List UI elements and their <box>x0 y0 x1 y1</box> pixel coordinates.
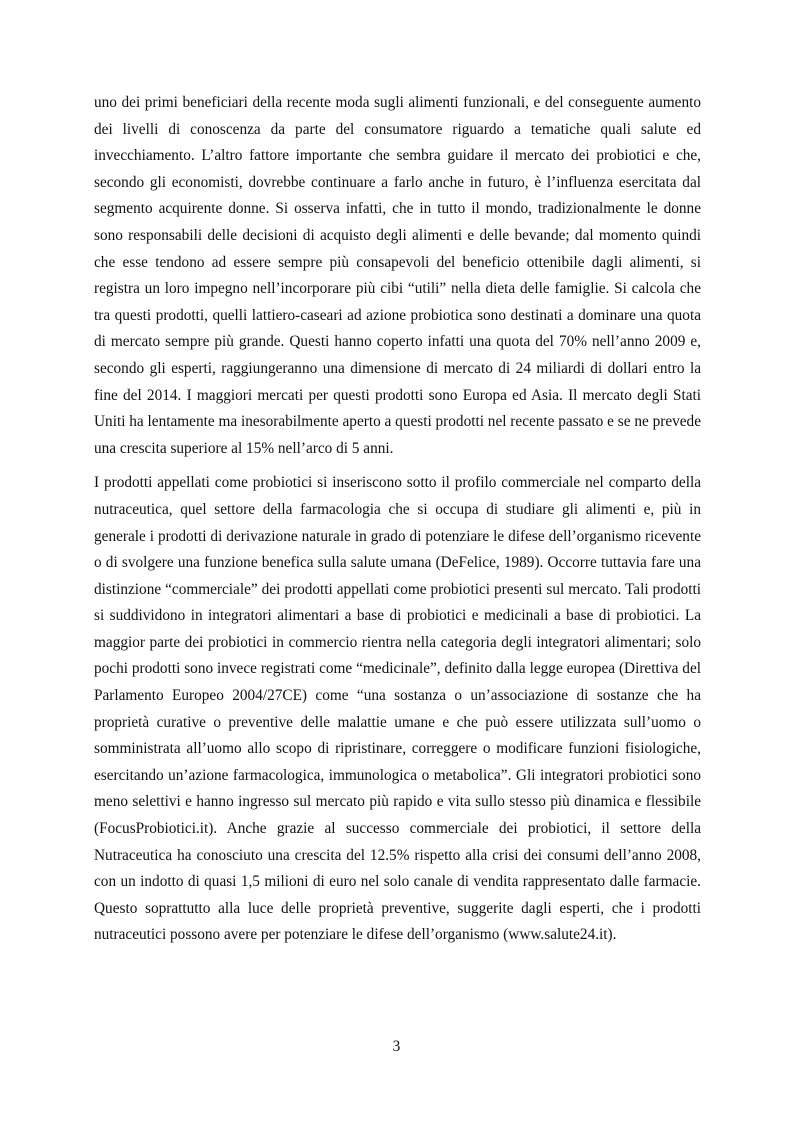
paragraph-1: uno dei primi beneficiari della recente moda sugli alimenti funzionali, e del conseguente aumento dei livelli di conoscenza da parte del consumatore riguardo a tematiche quali salute ed invecchiamento. L’altro fattore importante che sembra guidare il mercato dei probiotici e che, secondo gli economisti, dovrebbe continuare a farlo anche in futuro, è l’influenza esercitata dal segmento acquirente donne. Si osserva infatti, che in tutto il mondo, tradizionalmente le donne sono responsabili delle decisioni di acquisto degli alimenti e delle bevande; dal momento quindi che esse tendono ad essere sempre più consapevoli del beneficio ottenibile dagli alimenti, si registra un loro impegno nell’incorporare più cibi “utili” nella dieta delle famiglie. Si calcola che tra questi prodotti, quelli lattiero-caseari ad azione probiotica sono destinati a dominare una quota di mercato sempre più grande. Questi hanno coperto infatti una quota del 70% nell’anno 2009 e, secondo gli esperti, raggiungeranno una dimensione di mercato di 24 miliardi di dollari entro la fine del 2014. I maggiori mercati per questi prodotti sono Europa ed Asia. Il mercato degli Stati Uniti ha lentamente ma inesorabilmente aperto a questi prodotti nel recente passato e se ne prevede una crescita superiore al 15% nell’arco di 5 anni. <box>94 94 701 457</box>
body-text <box>94 90 701 957</box>
page-number: 3 <box>392 1038 401 1055</box>
paragraph-2: I prodotti appellati come probiotici si inseriscono sotto il profilo commerciale nel comparto della nutraceutica, quel settore della farmacologia che si occupa di studiare gli alimenti e, più in generale i prodotti di derivazione naturale in grado di potenziare le difese dell’organismo ricevente o di svolgere una funzione benefica sulla salute umana (DeFelice, 1989). Occorre tuttavia fare una distinzione “commerciale” dei prodotti appellati come probiotici presenti sul mercato. Tali prodotti si suddividono in integratori alimentari a base di probiotici e medicinali a base di probiotici. La maggior parte dei probiotici in commercio rientra nella categoria degli integratori alimentari; solo pochi prodotti sono invece registrati come “medicinale”, definito dalla legge europea (Direttiva del Parlamento Europeo 2004/27CE) come “una sostanza o un’associazione di sostanze che ha proprietà curative o preventive delle malattie umane e che può essere utilizzata sull’uomo o somministrata all’uomo allo scopo di ripristinare, correggere o modificare funzioni fisiologiche, esercitando un’azione farmacologica, immunologica o metabolica”. Gli integratori probiotici sono meno selettivi e hanno ingresso sul mercato più rapido e vita sullo stesso più dinamica e flessibile (FocusProbiotici.it). Anche grazie al successo commerciale dei probiotici, il settore della Nutraceutica ha conosciuto una crescita del 12.5% rispetto alla crisi dei consumi dell’anno 2008, con un indotto di quasi 1,5 milioni di euro nel solo canale di vendita rappresentato dalle farmacie. Questo soprattutto alla luce delle proprietà preventive, suggerite dagli esperti, che i prodotti nutraceutici possono avere per potenziare le difese dell’organismo (www.salute24.it). <box>94 474 701 944</box>
